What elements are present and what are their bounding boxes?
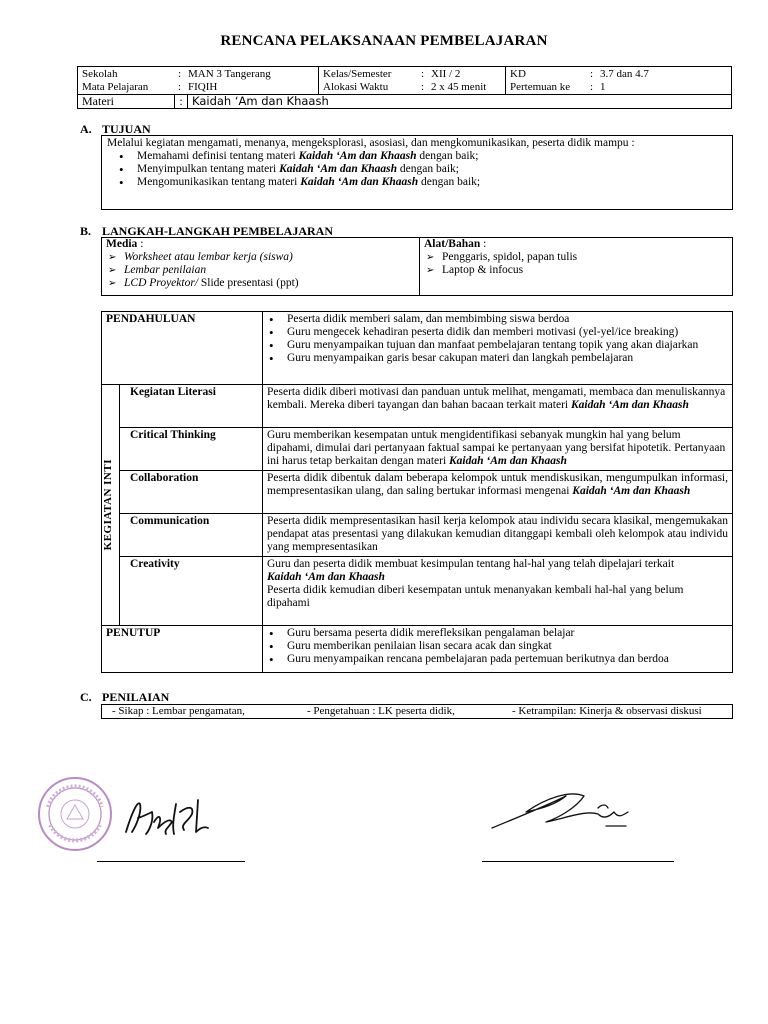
signature-line-left bbox=[97, 861, 245, 862]
materi-value: Kaidah ‘Am dan Khaash bbox=[192, 94, 329, 108]
media-cell: Media : ➢ Worksheet atau lembar kerja (siswa) ➢ Lembar penilaian ➢ LCD Proyektor/ Slide presentasi (ppt) bbox=[102, 238, 420, 296]
penutup-content bbox=[263, 626, 733, 673]
collaboration-label: Collaboration bbox=[120, 471, 263, 514]
list-item: • Guru menyampaikan rencana pembelajaran pada pertemuan berikutnya dan berdoa bbox=[287, 653, 728, 666]
creativity-text: Guru dan peserta didik membuat kesimpulan tentang hal-hal yang telah dipelajari terkait Kaidah ‘Am dan Khaash Peserta didik kemudian diberi kesempatan untuk menanyakan kembali hal-hal yang belum dipahami bbox=[263, 557, 733, 626]
list-item: ➢ Worksheet atau lembar kerja (siswa) bbox=[124, 251, 415, 264]
communication-text: Peserta didik mempresentasikan hasil kerja kelompok atau individu secara klasikal, mengemukakan pendapat atas presentasi yang dilakukan kemudian ditanggapi kembali oleh kelompok atau individu yang mempresentasikan bbox=[263, 514, 733, 557]
list-item: • Guru menyampaikan garis besar cakupan materi dan langkah pembelajaran bbox=[287, 352, 728, 365]
section-tujuan-heading: A. TUJUAN bbox=[80, 122, 151, 136]
tujuan-list bbox=[107, 150, 727, 189]
tujuan-box bbox=[101, 135, 733, 210]
literasi-text: Peserta didik diberi motivasi dan panduan untuk melihat, mengamati, membaca dan menuliskannya kembali. Mereka diberi tayangan dan bahan bacaan terkait materi Kaidah ‘Am dan Khaash bbox=[263, 385, 733, 428]
kd-value: 3.7 dan 4.7 bbox=[600, 68, 649, 80]
pendahuluan-list bbox=[267, 313, 728, 365]
tujuan-item: • Mengomunikasikan tentang materi Kaidah ‘Am dan Khaash dengan baik; bbox=[137, 176, 727, 189]
critical-text: Guru memberikan kesempatan untuk mengidentifikasi sebanyak mungkin hal yang belum dipahami, dimulai dari pertanyaan faktual sampai ke pertanyaan yang bersifat hipotetik. Pertanyaan ini harus tetap berkaitan dengan materi Kaidah ‘Am dan Khaash bbox=[263, 428, 733, 471]
penilaian-pengetahuan: - Pengetahuan : LK peserta didik, bbox=[307, 705, 455, 717]
activity-table bbox=[101, 311, 733, 673]
tujuan-item: • Memahami definisi tentang materi Kaidah ‘Am dan Khaash dengan baik; bbox=[137, 150, 727, 163]
meeting-value: 1 bbox=[600, 80, 606, 93]
school-value: MAN 3 Tangerang bbox=[188, 68, 271, 80]
section-langkah-heading: B. LANGKAH-LANGKAH PEMBELAJARAN bbox=[80, 224, 334, 238]
list-item: ➢ LCD Proyektor/ Slide presentasi (ppt) bbox=[124, 277, 415, 290]
subject-value: FIQIH bbox=[188, 80, 218, 93]
media-table bbox=[101, 237, 733, 296]
media-list bbox=[106, 251, 415, 290]
list-item: ➢ Laptop & infocus bbox=[442, 264, 728, 277]
list-item: • Peserta didik memberi salam, dan membimbing siswa berdoa bbox=[287, 313, 728, 326]
alat-cell: Alat/Bahan : ➢ Penggaris, spidol, papan tulis ➢ Laptop & infocus bbox=[420, 238, 733, 296]
materi-row: Materi : Kaidah ‘Am dan Khaash bbox=[78, 95, 732, 109]
penutup-label: PENUTUP bbox=[102, 626, 263, 673]
creativity-label: Creativity bbox=[120, 557, 263, 626]
critical-label: Critical Thinking bbox=[120, 428, 263, 471]
school-cell: Sekolah : MAN 3 Tangerang Mata Pelajaran : FIQIH bbox=[78, 67, 319, 95]
tujuan-item: • Menyimpulkan tentang materi Kaidah ‘Am dan Khaash dengan baik; bbox=[137, 163, 727, 176]
list-item: • Guru menyampaikan tujuan dan manfaat pembelajaran tentang topik yang akan diajarkan bbox=[287, 339, 728, 352]
kegiatan-inti-label: KEGIATAN INTI bbox=[102, 459, 114, 551]
official-stamp-icon bbox=[36, 775, 114, 853]
kegiatan-inti-cell bbox=[102, 385, 120, 626]
list-item: • Guru bersama peserta didik merefleksikan pengalaman belajar bbox=[287, 627, 728, 640]
communication-label: Communication bbox=[120, 514, 263, 557]
time-value: 2 x 45 menit bbox=[431, 80, 487, 93]
penilaian-ketrampilan: - Ketrampilan: Kinerja & observasi diskusi bbox=[512, 705, 702, 717]
list-item: • Guru memberikan penilaian lisan secara acak dan singkat bbox=[287, 640, 728, 653]
list-item: ➢ Lembar penilaian bbox=[124, 264, 415, 277]
header-info-table bbox=[77, 66, 732, 109]
list-item: ➢ Penggaris, spidol, papan tulis bbox=[442, 251, 728, 264]
class-value: XII / 2 bbox=[431, 68, 461, 80]
pendahuluan-content bbox=[263, 312, 733, 385]
penutup-list bbox=[267, 627, 728, 666]
signature-line-right bbox=[482, 861, 674, 862]
collaboration-text: Peserta didik dibentuk dalam beberapa kelompok untuk mendiskusikan, mengumpulkan informasi, mempresentasikan ulang, dan saling bertukar informasi mengenai Kaidah ‘Am dan Khaash bbox=[263, 471, 733, 514]
document-title: RENCANA PELAKSANAAN PEMBELAJARAN bbox=[220, 33, 548, 49]
kd-cell: KD : 3.7 dan 4.7 Pertemuan ke : 1 bbox=[506, 67, 732, 95]
section-penilaian-heading: C. PENILAIAN bbox=[80, 690, 170, 704]
alat-list bbox=[424, 251, 728, 277]
pendahuluan-label: PENDAHULUAN bbox=[102, 312, 263, 385]
signature-right-icon bbox=[486, 778, 636, 838]
literasi-label: Kegiatan Literasi bbox=[120, 385, 263, 428]
penilaian-box bbox=[101, 704, 733, 719]
signature-left-icon bbox=[118, 792, 218, 842]
penilaian-sikap: - Sikap : Lembar pengamatan, bbox=[112, 705, 245, 717]
class-cell: Kelas/Semester : XII / 2 Alokasi Waktu : 2 x 45 menit bbox=[319, 67, 506, 95]
tujuan-intro: Melalui kegiatan mengamati, menanya, mengeksplorasi, asosiasi, dan mengkomunikasikan, peserta didik mampu : bbox=[107, 137, 635, 149]
list-item: • Guru mengecek kehadiran peserta didik dan memberi motivasi (yel-yel/ice breaking) bbox=[287, 326, 728, 339]
